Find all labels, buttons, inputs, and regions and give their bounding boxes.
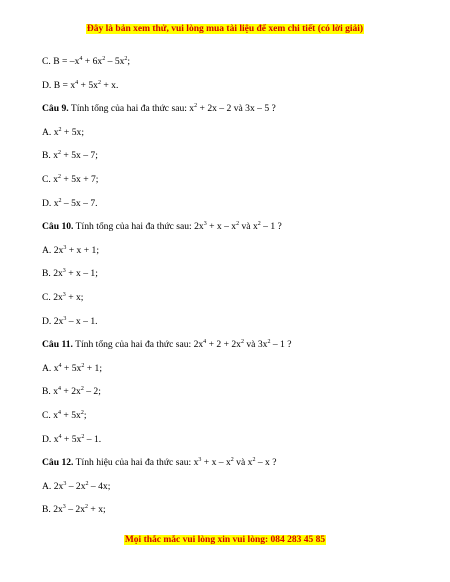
question-number: Câu 11. [42,339,73,351]
exponent: 2 [85,480,89,487]
answer-option: A. $2x^3 - 2x^2 - 4x$; [42,480,111,492]
answer-option: C. $x^2 + 5x + 7$; [42,173,99,185]
exponent: 3 [198,457,202,464]
question-number: Câu 10. [42,221,74,233]
answer-option: C. $x^4 + 5x^2$; [42,409,87,421]
exponent: 3 [62,291,66,298]
exponent: 2 [58,197,62,204]
question-line: Câu 12. Tính hiệu của hai đa thức sau: $x^3 + x - x^2$ và $x^2$ – x ? [42,457,277,469]
exponent: 3 [62,504,66,511]
exponent: 3 [63,315,67,322]
exponent: 3 [62,268,66,275]
exponent: 2 [252,457,256,464]
exponent: 3 [203,221,207,228]
exponent: 2 [257,221,261,228]
exponent: 2 [81,362,85,369]
preview-notice-banner [0,24,450,34]
answer-option: A. $x^2 + 5x$; [42,126,84,138]
exponent: 2 [58,150,61,157]
exponent: 4 [58,362,62,369]
exponent: 4 [75,79,79,86]
question-line: Câu 11. Tính tổng của hai đa thức sau: $2x^4 + 2 + 2x^2$ và $3x^2 - 1$ ? [42,339,292,351]
exponent: 4 [203,339,207,346]
exponent: 3 [63,480,67,487]
exponent: 2 [194,103,198,110]
exponent: 2 [97,79,101,86]
answer-option: B. $x^4 + 2x^2 - 2$; [42,386,101,398]
exponent: 2 [80,409,84,416]
exponent: 2 [58,126,62,133]
question-line: Câu 9. Tính tổng của hai đa thức sau: $x^2 + 2x - 2$ và 3x – 5 ? [42,103,276,115]
exponent: 2 [240,339,244,346]
answer-option: D. $x^2 - 5x - 7$. [42,197,98,209]
answer-option: C. $2x^3 + x$; [42,291,84,303]
answer-option: D. $2x^3$ – x – 1. [42,315,98,327]
answer-option: B. $x^2 + 5x - 7$; [42,150,98,162]
exponent: 2 [102,56,106,62]
answer-option: C. $B = -x^4 + 6x^2 - 5x^2$; [42,56,131,67]
answer-option: A. $x^4 + 5x^2 + 1$; [42,362,103,374]
document-body [42,56,422,528]
question-number: Câu 12. [42,457,74,469]
exponent: 3 [63,244,67,251]
exponent: 4 [79,56,83,62]
exponent: 2 [230,457,234,464]
exponent: 2 [236,221,240,228]
answer-option: A. $2x^3 + x + 1$; [42,244,100,256]
preview-notice-text: Đây là bản xem thử, vui lòng mua tài liệu để xem chi tiết (có lời giải) [86,24,364,34]
question-number: Câu 9. [42,103,69,115]
exponent: 4 [58,433,62,440]
exponent: 2 [124,56,128,62]
answer-option: B. $2x^3 + x - 1$; [42,268,98,280]
exponent: 2 [58,173,61,180]
exponent: 4 [58,409,61,416]
question-line: Câu 10. Tính tổng của hai đa thức sau: $2x^3 + x - x^2$ và $x^2 - 1$ ? [42,221,282,233]
exponent: 2 [267,339,271,346]
contact-notice-banner [0,535,450,545]
exponent: 4 [58,386,61,393]
answer-option: D. $B = x^4 + 5x^2 + x$. [42,79,119,91]
exponent: 2 [80,386,84,393]
exponent: 2 [81,433,85,440]
exponent: 2 [84,504,88,511]
answer-option: D. $x^4 + 5x^2 - 1$. [42,433,102,445]
contact-notice-text: Mọi thắc mắc vui lòng xin vui lòng: 084 283 45 85 [124,535,326,545]
answer-option: B. $2x^3 - 2x^2 + x$; [42,504,106,516]
